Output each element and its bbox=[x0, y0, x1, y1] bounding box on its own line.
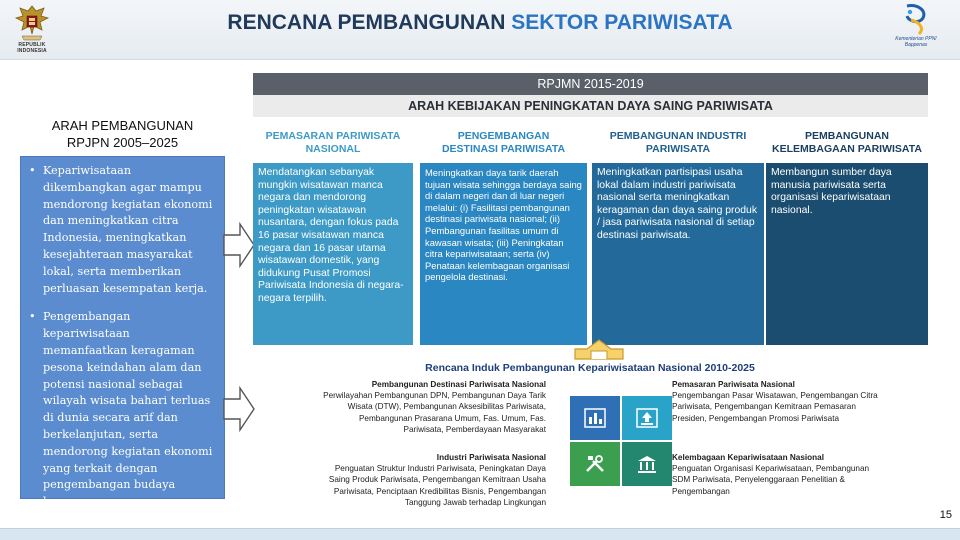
column-head-2 bbox=[442, 130, 565, 156]
column-box-4: Membangun sumber daya manusia pariwisata serta organisasi kepariwisataan nasional. bbox=[766, 163, 928, 345]
rip-top-right-body: Pengembangan Pasar Wisatawan, Pengembangan Citra Pariwisata, Pengembangan Kemitraan Pemasaran Presiden, Pengembangan Promosi Pariwisata bbox=[672, 391, 878, 423]
rpjpn-list bbox=[27, 163, 216, 511]
tools-icon bbox=[584, 454, 606, 474]
arah-kebijakan-bar: ARAH KEBIJAKAN PENINGKATAN DAYA SAING PARIWISATA bbox=[253, 95, 928, 117]
header bbox=[0, 0, 960, 60]
column-box-1: Mendatangkan sebanyak mungkin wisatawan manca negara dan mendorong peningkatan wisatawan nusantara, dengan fokus pada 16 pasar wisatawan manca negara dan 16 pasar utama wisatawan domestik, yang didukung Pusat Promosi Pariwisata Indonesia di negara-negara terpilih. bbox=[253, 163, 413, 345]
quad-tools bbox=[570, 442, 620, 486]
list-item bbox=[27, 309, 216, 511]
rpjpn-item-2: Pengembangan kepariwisataan memanfaatkan keragaman pesona keindahan alam dan potensi nasional sebagai wilayah wisata bahari terluas di dunia secara arif dan berkelanjutan, serta mendorong kegiatan ekonomi yang terkait dengan pengembangan budaya bangsa. bbox=[43, 310, 213, 509]
logo-left-line1: REPUBLIK bbox=[18, 42, 46, 48]
footer-bar bbox=[0, 528, 960, 540]
bullet: • bbox=[29, 164, 36, 177]
rip-top-right bbox=[672, 379, 882, 424]
column-head-2-line2: DESTINASI PARIWISATA bbox=[441, 143, 566, 155]
rip-title: Rencana Induk Pembangunan Kepariwisataan Nasional 2010-2025 bbox=[425, 362, 755, 374]
up-arrow-icon bbox=[571, 338, 627, 360]
chart-icon bbox=[584, 408, 606, 428]
column-head bbox=[766, 124, 928, 162]
rip-bottom-right bbox=[672, 452, 882, 497]
column-box-2: Meningkatkan daya tarik daerah tujuan wisata sehingga berdaya saing di dalam negeri dan di luar negeri melalui: (i) Fasilitasi pembangunan destinasi pariwisata nasional; (ii) Pembangunan fasilitas umum di kawasan wisata; (iii) Peningkatan citra kepariwisataan; serta (iv) Penataan kelembagaan organisasi pengelola destinasi. bbox=[420, 163, 587, 345]
title-part2: SEKTOR PARIWISATA bbox=[511, 11, 733, 34]
rip-bottom-left-body: Penguatan Struktur Industri Pariwisata, Peningkatan Daya Saing Produk Pariwisata, Pengembangan Kemitraan Usaha Pariwisata, Penciptaan Kredibilitas Bisnis, Pengembangan Tanggung Jawab terhadap Lingkungan bbox=[328, 464, 546, 507]
rip-bottom-left-head: Industri Pariwisata Nasional bbox=[436, 453, 546, 462]
rip-top-left-body: Perwilayahan Pembangunan DPN, Pembangunan Daya Tarik Wisata (DTW), Pembangunan Aksesibilitas Pariwisata, Pembangunan Prasarana Umum, Fas. Umum, Fas. Pariwisata, Pemberdayaan Masyarakat bbox=[323, 391, 546, 434]
rip-bottom-right-head: Kelembagaan Kepariwisataan Nasional bbox=[672, 453, 824, 462]
rpjpn-title-line1: ARAH PEMBANGUNAN bbox=[51, 118, 194, 133]
page-number: 15 bbox=[939, 509, 952, 521]
column-head bbox=[420, 124, 587, 162]
right-arrow-icon bbox=[222, 220, 256, 270]
rip-top-left bbox=[318, 379, 546, 435]
column-box-3: Meningkatkan partisipasi usaha lokal dalam industri pariwisata nasional serta meningkatkan keragaman dan daya saing produk / jasa pariwisata nasional di setiap destinasi pariwisata. bbox=[592, 163, 764, 345]
rip-bottom-right-body: Penguatan Organisasi Kepariwisataan, Pembangunan SDM Pariwisata, Penyelenggaraan Penelitian & Pengembangan bbox=[672, 464, 870, 496]
rip-bottom-left bbox=[312, 452, 546, 508]
column-head-1 bbox=[266, 130, 401, 156]
institution-icon bbox=[636, 454, 658, 474]
quad-upload bbox=[622, 396, 672, 440]
list-item bbox=[27, 163, 216, 297]
bappenas-icon bbox=[901, 2, 931, 36]
upload-icon bbox=[636, 408, 658, 428]
column-head bbox=[253, 124, 413, 162]
column-head-3 bbox=[610, 130, 747, 156]
logo-right-line1: Kementerian PPN/ bbox=[895, 36, 937, 42]
rpjpn-title-line2: RPJPN 2005–2025 bbox=[66, 135, 179, 150]
rpjpn-title bbox=[20, 117, 225, 151]
quad-chart bbox=[570, 396, 620, 440]
rpjmn-bar: RPJMN 2015-2019 bbox=[253, 73, 928, 95]
column-head-3-line1: PEMBANGUNAN INDUSTRI bbox=[609, 130, 747, 142]
column-head bbox=[592, 124, 764, 162]
rpjpn-item-1: Kepariwisataan dikembangkan agar mampu mendorong kegiatan ekonomi dan meningkatkan citra Indonesia, meningkatkan kesejahteraan masyarakat lokal, serta memberikan perluasan kesempatan kerja. bbox=[43, 164, 213, 295]
quad-institution bbox=[622, 442, 672, 486]
column-head-2-line1: PENGEMBANGAN bbox=[457, 130, 550, 142]
column-head-4 bbox=[772, 130, 922, 156]
page-title bbox=[0, 11, 960, 35]
column-head-1-line2: NASIONAL bbox=[305, 143, 361, 155]
rip-top-left-head: Pembangunan Destinasi Pariwisata Nasional bbox=[371, 380, 546, 389]
column-head-3-line2: PARIWISATA bbox=[645, 143, 711, 155]
rip-top-right-head: Pemasaran Pariwisata Nasional bbox=[672, 380, 795, 389]
right-arrow-icon bbox=[222, 384, 256, 434]
column-head-4-line2: KELEMBAGAAN PARIWISATA bbox=[772, 143, 922, 155]
rpjpn-box bbox=[20, 156, 225, 509]
bappenas-logo bbox=[886, 2, 946, 56]
bullet: • bbox=[29, 310, 36, 324]
logo-left-line2: INDONESIA bbox=[17, 48, 47, 54]
column-head-4-line1: PEMBANGUNAN bbox=[804, 130, 889, 142]
logo-right-line2: Bappenas bbox=[904, 42, 928, 48]
column-head-1-line1: PEMASARAN PARIWISATA bbox=[265, 130, 401, 142]
title-part1: RENCANA PEMBANGUNAN bbox=[227, 11, 512, 34]
